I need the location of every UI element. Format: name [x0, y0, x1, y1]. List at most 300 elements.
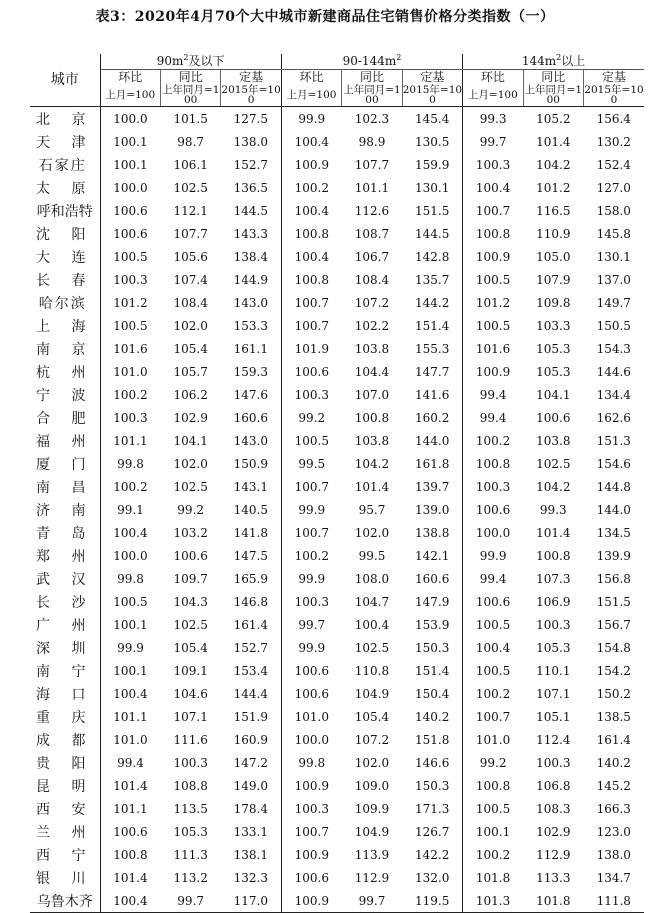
value-cell: 100.8 — [475, 456, 511, 471]
value-cell: 101.9 — [294, 341, 329, 356]
city-cell: 贵阳 — [30, 751, 100, 774]
value-cell: 100.7 — [294, 295, 329, 310]
value-cell: 152.4 — [596, 157, 631, 172]
value-cell: 143.0 — [221, 291, 281, 314]
value-cell: 100.4 — [354, 617, 390, 632]
value-cell: 104.7 — [354, 594, 390, 609]
value-cell: 100.1 — [113, 617, 148, 632]
value-cell: 142.1 — [402, 544, 462, 567]
value-cell: 134.4 — [596, 387, 631, 402]
value-cell: 100.3 — [475, 157, 511, 172]
value-cell: 150.5 — [596, 318, 631, 333]
value-cell: 102.9 — [173, 410, 208, 425]
value-cell: 111.3 — [173, 847, 208, 862]
value-cell: 107.1 — [173, 709, 208, 724]
value-cell: 103.2 — [173, 525, 208, 540]
value-cell: 104.6 — [173, 686, 208, 701]
value-cell: 162.6 — [596, 410, 631, 425]
value-cell: 105.3 — [536, 341, 571, 356]
value-cell: 149.0 — [221, 774, 281, 797]
table-row — [30, 199, 644, 222]
value-cell: 147.6 — [221, 383, 281, 406]
value-cell: 123.0 — [596, 824, 631, 839]
value-cell: 156.4 — [596, 111, 631, 126]
value-cell: 101.6 — [475, 341, 511, 356]
value-cell: 107.7 — [354, 157, 390, 172]
value-cell: 154.8 — [596, 640, 631, 655]
value-cell: 101.6 — [113, 341, 148, 356]
value-cell: 99.9 — [298, 640, 326, 655]
value-cell: 99.8 — [298, 755, 326, 770]
sub-header-yoy: 同比 — [342, 70, 402, 85]
value-cell: 154.2 — [596, 663, 631, 678]
value-cell: 100.4 — [113, 686, 148, 701]
value-cell: 99.4 — [117, 755, 144, 770]
table-title: 表3：2020年4月70个大中城市新建商品住宅销售价格分类指数（一） — [95, 9, 555, 25]
table-row — [30, 705, 644, 728]
value-cell: 138.5 — [596, 709, 631, 724]
value-cell: 140.2 — [402, 705, 462, 728]
value-cell: 100.7 — [475, 203, 511, 218]
value-cell: 104.9 — [354, 686, 390, 701]
table-row — [30, 567, 644, 590]
value-cell: 102.9 — [536, 824, 571, 839]
value-cell: 111.6 — [173, 732, 208, 747]
value-cell: 102.0 — [173, 318, 208, 333]
value-cell: 117.0 — [221, 889, 281, 913]
value-cell: 151.5 — [402, 199, 462, 222]
value-cell: 100.3 — [113, 410, 148, 425]
value-cell: 152.7 — [221, 153, 281, 176]
value-cell: 139.9 — [596, 548, 631, 563]
value-cell: 101.8 — [523, 889, 583, 913]
table-row — [30, 406, 644, 429]
city-cell: 哈尔滨 — [30, 291, 100, 314]
value-cell: 99.7 — [479, 134, 507, 149]
value-cell: 144.0 — [402, 429, 462, 452]
city-cell: 济南 — [30, 498, 100, 521]
value-cell: 109.8 — [536, 295, 571, 310]
table-row — [30, 222, 644, 245]
table-row — [30, 797, 644, 820]
city-cell: 合肥 — [30, 406, 100, 429]
value-cell: 142.2 — [402, 843, 462, 866]
value-cell: 100.2 — [294, 548, 329, 563]
value-cell: 99.2 — [479, 755, 507, 770]
value-cell: 150.3 — [402, 774, 462, 797]
table-row — [30, 314, 644, 337]
value-cell: 100.3 — [173, 755, 208, 770]
value-cell: 151.4 — [402, 314, 462, 337]
value-cell: 153.4 — [221, 659, 281, 682]
value-cell: 100.8 — [113, 847, 148, 862]
city-cell: 南宁 — [30, 659, 100, 682]
value-cell: 104.9 — [354, 824, 390, 839]
value-cell: 104.2 — [536, 479, 571, 494]
value-cell: 171.3 — [402, 797, 462, 820]
value-cell: 151.4 — [402, 659, 462, 682]
value-cell: 100.7 — [294, 525, 329, 540]
value-cell: 144.4 — [221, 682, 281, 705]
value-cell: 138.0 — [221, 130, 281, 153]
value-cell: 107.4 — [173, 272, 208, 287]
table-row — [30, 245, 644, 268]
value-cell: 101.0 — [113, 732, 148, 747]
table-header — [30, 54, 644, 107]
value-cell: 107.9 — [536, 272, 571, 287]
value-cell: 99.3 — [539, 502, 567, 517]
value-cell: 161.4 — [596, 732, 631, 747]
value-cell: 134.5 — [596, 525, 631, 540]
city-cell: 成都 — [30, 728, 100, 751]
value-cell: 101.1 — [113, 709, 148, 724]
value-cell: 105.6 — [173, 249, 208, 264]
sub-header-fixed-base: 定基 — [221, 70, 281, 85]
value-cell: 159.3 — [221, 360, 281, 383]
city-cell: 大连 — [30, 245, 100, 268]
value-cell: 100.3 — [294, 387, 329, 402]
value-cell: 155.3 — [402, 337, 462, 360]
value-cell: 100.3 — [475, 479, 511, 494]
value-cell: 100.1 — [113, 663, 148, 678]
value-cell: 119.5 — [402, 889, 462, 913]
value-cell: 100.8 — [536, 548, 571, 563]
value-cell: 110.1 — [536, 663, 571, 678]
city-cell: 西安 — [30, 797, 100, 820]
value-cell: 102.0 — [354, 755, 390, 770]
value-cell: 160.2 — [402, 406, 462, 429]
table-row — [30, 176, 644, 199]
value-cell: 108.7 — [354, 226, 390, 241]
value-cell: 101.0 — [113, 364, 148, 379]
value-cell: 105.4 — [173, 341, 208, 356]
city-cell: 石家庄 — [30, 153, 100, 176]
value-cell: 127.5 — [221, 107, 281, 131]
table-row — [30, 521, 644, 544]
sub-header-mom: 环比 — [100, 70, 160, 85]
value-cell: 112.9 — [536, 847, 571, 862]
value-cell: 110.9 — [536, 226, 571, 241]
value-cell: 112.6 — [354, 203, 390, 218]
value-cell: 146.8 — [221, 590, 281, 613]
value-cell: 112.1 — [173, 203, 208, 218]
value-cell: 100.4 — [100, 889, 160, 913]
value-cell: 150.9 — [221, 452, 281, 475]
value-cell: 112.9 — [354, 870, 390, 885]
value-cell: 105.1 — [536, 709, 571, 724]
value-cell: 104.1 — [173, 433, 208, 448]
value-cell: 100.9 — [475, 364, 511, 379]
value-cell: 113.2 — [173, 870, 208, 885]
price-index-table — [30, 54, 644, 913]
value-cell: 99.8 — [117, 456, 144, 471]
value-cell: 150.2 — [596, 686, 631, 701]
table-row — [30, 728, 644, 751]
city-cell: 长春 — [30, 268, 100, 291]
value-cell: 106.7 — [354, 249, 390, 264]
value-cell: 100.4 — [113, 525, 148, 540]
value-cell: 108.4 — [354, 272, 390, 287]
value-cell: 100.9 — [294, 847, 329, 862]
city-cell: 长沙 — [30, 590, 100, 613]
value-cell: 98.9 — [358, 134, 386, 149]
city-cell: 广州 — [30, 613, 100, 636]
sub-header-yoy: 同比 — [523, 70, 583, 85]
city-cell: 天津 — [30, 130, 100, 153]
table-row — [30, 360, 644, 383]
value-cell: 101.2 — [113, 295, 148, 310]
value-cell: 102.5 — [173, 617, 208, 632]
value-cell: 101.0 — [294, 709, 329, 724]
value-cell: 100.3 — [113, 272, 148, 287]
value-cell: 137.0 — [596, 272, 631, 287]
value-cell: 161.4 — [221, 613, 281, 636]
value-cell: 99.4 — [479, 571, 507, 586]
value-cell: 106.8 — [536, 778, 571, 793]
value-cell: 108.3 — [536, 801, 571, 816]
value-cell: 151.8 — [402, 728, 462, 751]
city-cell: 呼和浩特 — [30, 199, 100, 222]
value-cell: 160.6 — [402, 567, 462, 590]
value-cell: 138.1 — [221, 843, 281, 866]
sub-header-mom: 环比 — [281, 70, 341, 85]
table-body — [30, 107, 644, 913]
value-cell: 147.2 — [221, 751, 281, 774]
value-cell: 105.4 — [173, 640, 208, 655]
group-header-large: $144m^2$以上 — [463, 54, 644, 70]
value-cell: 100.2 — [113, 387, 148, 402]
value-cell: 151.3 — [596, 433, 631, 448]
base-note-same-month-last-year: 上年同月=100 — [524, 84, 583, 106]
value-cell: 100.8 — [294, 272, 329, 287]
value-cell: 130.5 — [402, 130, 462, 153]
value-cell: 165.9 — [221, 567, 281, 590]
value-cell: 144.0 — [596, 502, 631, 517]
table-row — [30, 130, 644, 153]
value-cell: 100.0 — [475, 525, 511, 540]
base-note-same-month-last-year: 上年同月=100 — [343, 84, 401, 106]
value-cell: 105.3 — [536, 364, 571, 379]
table-row — [30, 774, 644, 797]
value-cell: 100.9 — [281, 889, 341, 913]
value-cell: 100.2 — [475, 686, 511, 701]
table-row — [30, 475, 644, 498]
value-cell: 160.6 — [221, 406, 281, 429]
sub-header-mom: 环比 — [463, 70, 523, 85]
value-cell: 100.0 — [113, 111, 148, 126]
value-cell: 102.3 — [354, 111, 390, 126]
value-cell: 100.6 — [294, 663, 329, 678]
value-cell: 100.6 — [475, 594, 511, 609]
value-cell: 100.1 — [113, 157, 148, 172]
group-header-small: $90m^2$及以下 — [100, 54, 281, 70]
city-cell: 西宁 — [30, 843, 100, 866]
value-cell: 100.6 — [294, 870, 329, 885]
sub-header-fixed-base: 定基 — [402, 70, 462, 85]
value-cell: 101.4 — [113, 870, 148, 885]
value-cell: 109.7 — [173, 571, 208, 586]
value-cell: 154.6 — [596, 456, 631, 471]
value-cell: 153.9 — [402, 613, 462, 636]
table-row — [30, 636, 644, 659]
value-cell: 143.1 — [221, 475, 281, 498]
value-cell: 127.0 — [596, 180, 631, 195]
value-cell: 133.1 — [221, 820, 281, 843]
value-cell: 147.5 — [221, 544, 281, 567]
value-cell: 101.4 — [113, 778, 148, 793]
value-cell: 109.1 — [173, 663, 208, 678]
table-row — [30, 659, 644, 682]
value-cell: 100.5 — [475, 663, 511, 678]
value-cell: 100.6 — [113, 203, 148, 218]
value-cell: 102.0 — [354, 525, 390, 540]
value-cell: 99.9 — [479, 548, 507, 563]
value-cell: 100.8 — [475, 778, 511, 793]
value-cell: 106.2 — [173, 387, 208, 402]
value-cell: 147.9 — [402, 590, 462, 613]
value-cell: 101.4 — [536, 134, 571, 149]
table-row — [30, 429, 644, 452]
city-cell: 郑州 — [30, 544, 100, 567]
value-cell: 99.7 — [298, 617, 326, 632]
value-cell: 102.5 — [354, 640, 390, 655]
value-cell: 99.8 — [117, 571, 144, 586]
value-cell: 134.7 — [596, 870, 631, 885]
value-cell: 102.5 — [173, 479, 208, 494]
value-cell: 107.1 — [536, 686, 571, 701]
value-cell: 138.8 — [402, 521, 462, 544]
value-cell: 138.4 — [221, 245, 281, 268]
value-cell: 100.6 — [113, 824, 148, 839]
value-cell: 100.0 — [294, 732, 329, 747]
value-cell: 105.3 — [536, 640, 571, 655]
city-cell: 太原 — [30, 176, 100, 199]
value-cell: 99.1 — [117, 502, 144, 517]
table-row — [30, 820, 644, 843]
value-cell: 136.5 — [221, 176, 281, 199]
value-cell: 100.6 — [113, 226, 148, 241]
value-cell: 103.3 — [536, 318, 571, 333]
value-cell: 160.9 — [221, 728, 281, 751]
value-cell: 100.0 — [113, 180, 148, 195]
value-cell: 107.7 — [173, 226, 208, 241]
value-cell: 149.7 — [596, 295, 631, 310]
value-cell: 100.3 — [536, 755, 571, 770]
value-cell: 150.4 — [402, 682, 462, 705]
value-cell: 100.5 — [113, 318, 148, 333]
value-cell: 100.5 — [113, 594, 148, 609]
value-cell: 166.3 — [596, 801, 631, 816]
value-cell: 104.2 — [536, 157, 571, 172]
value-cell: 99.3 — [479, 111, 507, 126]
value-cell: 112.4 — [536, 732, 571, 747]
value-cell: 138.0 — [596, 847, 631, 862]
value-cell: 108.0 — [354, 571, 390, 586]
value-cell: 101.1 — [354, 180, 390, 195]
value-cell: 107.2 — [354, 295, 390, 310]
value-cell: 99.9 — [298, 502, 326, 517]
value-cell: 100.6 — [294, 364, 329, 379]
sub-header-yoy: 同比 — [160, 70, 220, 85]
table-row — [30, 337, 644, 360]
value-cell: 113.5 — [173, 801, 208, 816]
value-cell: 145.4 — [402, 107, 462, 131]
value-cell: 144.9 — [221, 268, 281, 291]
value-cell: 139.0 — [402, 498, 462, 521]
value-cell: 101.8 — [475, 870, 511, 885]
value-cell: 161.1 — [221, 337, 281, 360]
value-cell: 100.8 — [475, 226, 511, 241]
value-cell: 100.3 — [536, 617, 571, 632]
value-cell: 99.2 — [298, 410, 326, 425]
value-cell: 113.3 — [536, 870, 571, 885]
value-cell: 99.9 — [117, 640, 144, 655]
value-cell: 106.9 — [536, 594, 571, 609]
table-row — [30, 889, 644, 913]
value-cell: 101.3 — [463, 889, 523, 913]
value-cell: 144.2 — [402, 291, 462, 314]
value-cell: 100.1 — [113, 134, 148, 149]
table-row — [30, 613, 644, 636]
value-cell: 105.0 — [536, 249, 571, 264]
city-cell: 海口 — [30, 682, 100, 705]
value-cell: 152.7 — [221, 636, 281, 659]
table-row — [30, 682, 644, 705]
value-cell: 109.0 — [354, 778, 390, 793]
value-cell: 132.3 — [221, 866, 281, 889]
table-row — [30, 843, 644, 866]
value-cell: 144.5 — [402, 222, 462, 245]
value-cell: 104.3 — [173, 594, 208, 609]
city-cell: 兰州 — [30, 820, 100, 843]
value-cell: 100.8 — [354, 410, 390, 425]
value-cell: 100.3 — [294, 801, 329, 816]
value-cell: 99.5 — [298, 456, 326, 471]
value-cell: 102.5 — [536, 456, 571, 471]
value-cell: 100.4 — [294, 203, 329, 218]
value-cell: 101.0 — [475, 732, 511, 747]
value-cell: 102.2 — [354, 318, 390, 333]
value-cell: 101.2 — [536, 180, 571, 195]
value-cell: 107.0 — [354, 387, 390, 402]
value-cell: 111.8 — [584, 889, 645, 913]
value-cell: 103.8 — [354, 341, 390, 356]
value-cell: 158.0 — [596, 203, 631, 218]
value-cell: 151.5 — [596, 594, 631, 609]
city-column-header: 城市 — [30, 54, 100, 107]
value-cell: 104.1 — [536, 387, 571, 402]
table-row — [30, 268, 644, 291]
value-cell: 145.8 — [596, 226, 631, 241]
value-cell: 100.6 — [536, 410, 571, 425]
city-cell: 青岛 — [30, 521, 100, 544]
city-cell: 厦门 — [30, 452, 100, 475]
base-note-2015: 2015年=100 — [221, 84, 281, 106]
value-cell: 106.1 — [173, 157, 208, 172]
value-cell: 100.0 — [113, 548, 148, 563]
value-cell: 130.1 — [596, 249, 631, 264]
value-cell: 101.5 — [173, 111, 208, 126]
value-cell: 154.3 — [596, 341, 631, 356]
value-cell: 100.4 — [475, 640, 511, 655]
value-cell: 108.8 — [173, 778, 208, 793]
value-cell: 99.2 — [177, 502, 205, 517]
value-cell: 99.7 — [342, 889, 402, 913]
value-cell: 105.7 — [173, 364, 208, 379]
city-cell: 上海 — [30, 314, 100, 337]
value-cell: 153.3 — [221, 314, 281, 337]
value-cell: 144.8 — [596, 479, 631, 494]
